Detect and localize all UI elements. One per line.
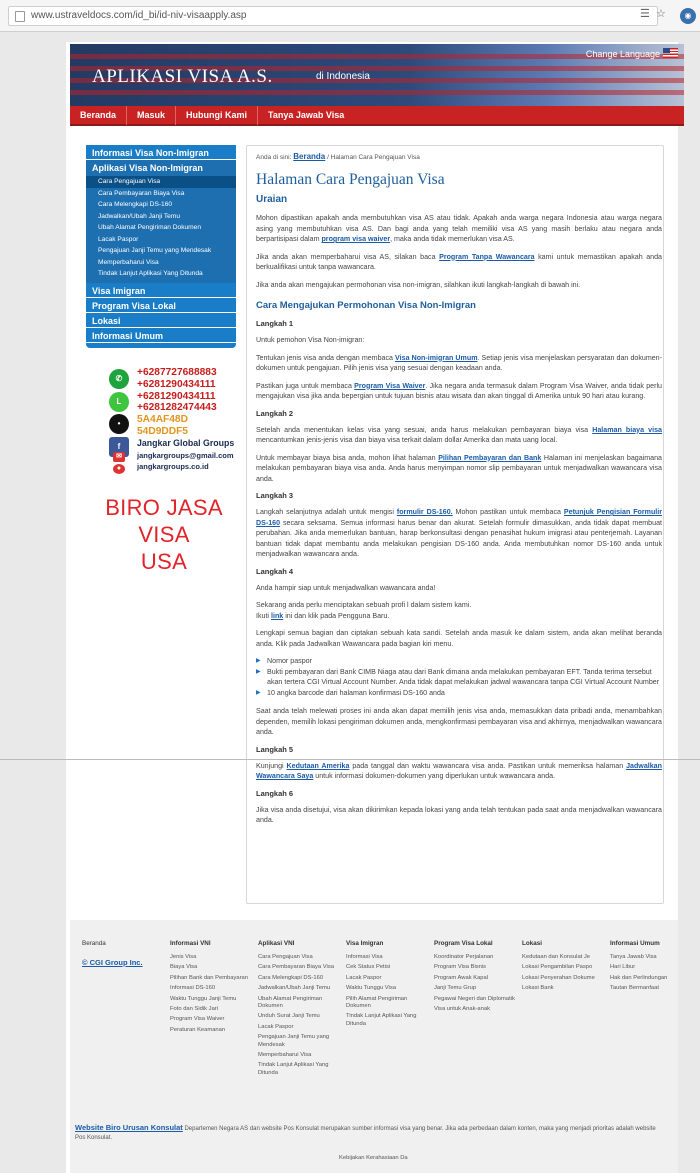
text: Setelah anda menentukan kelas visa yang sesuai, anda harus melakukan pembayaran biaya visa — [256, 425, 589, 434]
footer-column — [522, 940, 608, 996]
paragraph: Lengkapi semua bagian dan ciptakan sebuah kata sandi. Setelah anda masuk ke dalam sistem, anda akan melihat beranda anda. Klik pada Jadwalkan Wawancara pada bagian kiri menu. — [256, 629, 662, 648]
line-icon: L — [109, 392, 129, 412]
text: Ikuti — [256, 611, 270, 620]
footer-note — [75, 1123, 665, 1143]
footer-link[interactable]: Lacak Paspor — [346, 974, 382, 981]
sidebar-sub-item[interactable]: Pengajuan Janji Temu yang Mendesak — [98, 247, 212, 254]
paragraph — [256, 252, 662, 273]
text: ini dan klik pada Pengguna Baru. — [285, 611, 390, 620]
extension-icon[interactable]: ◉ — [680, 8, 696, 24]
paragraph: Anda hampir siap untuk menjadwalkan wawancara anda! — [256, 583, 436, 592]
translate-icon[interactable]: ☰ — [640, 8, 650, 20]
phone-number: +6287727688883 — [137, 367, 217, 378]
crumb-current: / Halaman Cara Pengajuan Visa — [327, 154, 420, 161]
footer-column — [346, 940, 432, 1031]
text: kami untuk memastikan apakah anda berkualifikasi untuk tanpa wawancara. — [256, 252, 662, 271]
browser-chrome — [0, 0, 700, 32]
footer-link[interactable]: Cara Melengkapi DS-160 — [258, 974, 324, 981]
step-heading: Langkah 5 — [256, 744, 294, 754]
text: mencantumkan jenis-jenis visa dan biaya visa terkait dalam dollar Amerika dan mata uang local. — [256, 436, 558, 444]
crumb-prefix: Anda di sini: — [256, 154, 292, 161]
text: untuk informasi dokumen-dokumen yang diperlukan untuk wawancara anda. — [315, 772, 556, 780]
step-heading: Langkah 2 — [256, 408, 294, 418]
crumb-home-link[interactable]: Beranda — [293, 152, 326, 161]
text: Kunjungi — [256, 761, 284, 770]
consular-link[interactable]: Website Biro Urusan Konsulat — [75, 1123, 183, 1132]
paragraph — [256, 353, 662, 374]
footer-link[interactable]: Lokasi Penyerahan Dokume — [522, 974, 595, 981]
sidebar-item-informasi[interactable]: Informasi Visa Non-Imigran — [86, 145, 236, 160]
site-title: APLIKASI VISA A.S. — [92, 66, 273, 87]
footer-link[interactable]: Memperbaharui Visa — [258, 1052, 312, 1059]
footer-link[interactable]: Waktu Tunggu Janji Temu — [170, 995, 237, 1002]
globe-icon: ● — [113, 464, 125, 474]
text: . Setiap jenis visa menjelaskan persyaratan dan dokumen-dokumen untuk pengajuan. Pilih jenis visa yang sesuai dengan keadaan anda. — [256, 353, 662, 372]
link-ds160[interactable]: formulir DS-160. — [396, 508, 453, 516]
footer-link[interactable]: Informasi DS-160 — [170, 985, 216, 992]
sidebar — [86, 145, 236, 348]
facebook-icon: f — [109, 437, 129, 457]
link-visa-umum[interactable]: Visa Non-imigran Umum — [395, 353, 478, 362]
footer-link[interactable]: Ubah Alamat Pengiriman Dokumen — [258, 995, 323, 1010]
ad-line: BIRO JASA — [105, 495, 223, 520]
mail-icon: ✉ — [113, 452, 125, 462]
link-new-user[interactable]: link — [271, 611, 284, 620]
blackberry-icon: • — [109, 414, 129, 434]
address-bar[interactable] — [8, 6, 658, 26]
footer-column — [434, 940, 520, 1016]
screenshot-seam — [0, 759, 700, 760]
footer-link[interactable]: Program Awak Kapal — [434, 974, 489, 981]
ad-contacts — [104, 367, 234, 473]
paragraph — [256, 381, 662, 402]
link-program-visa-waiver[interactable]: Program Visa Waiver — [354, 381, 426, 390]
text: Mohon dipastikan apakah anda membutuhkan visa AS atau tidak. Apakah anda warga negara Indonesia atau warga negara asing yang membutuhkan visa AS. Dan bagi anda yang telah memiliki visa AS yang masih berlaku atau negara anda berpartisipasi dalam — [256, 214, 662, 243]
sidebar-item-informasi-umum[interactable]: Informasi Umum — [86, 328, 236, 343]
paragraph — [256, 761, 662, 782]
sidebar-item-visa-imigran[interactable]: Visa Imigran — [86, 283, 236, 298]
paragraph: Untuk pemohon Visa Non-imigran: — [256, 336, 365, 344]
step-heading: Langkah 3 — [256, 491, 294, 500]
section-uraian: Uraian — [256, 194, 288, 205]
main-content — [256, 152, 662, 833]
footer-column-title: Visa Imigran — [346, 940, 384, 947]
list-item: ▶ Nomor paspor — [256, 656, 662, 667]
breadcrumb — [256, 152, 662, 161]
sidebar-sub-item[interactable]: Ubah Alamat Pengiriman Dokumen — [98, 224, 201, 231]
ad-company: Jangkar Global Groups — [137, 437, 235, 448]
paragraph — [256, 453, 662, 485]
footer-link[interactable]: Pilih Alamat Pengiriman Dokumen — [346, 995, 408, 1010]
sidebar-item-aplikasi[interactable]: Aplikasi Visa Non-Imigran — [86, 160, 236, 175]
text: Pastikan juga untuk membaca — [256, 381, 352, 390]
footer-column-title: Lokasi — [522, 940, 542, 947]
footer-link[interactable]: Informasi Visa — [346, 954, 383, 960]
site-subtitle: di Indonesia — [316, 71, 370, 82]
footer-link[interactable]: Tindak Lanjut Aplikasi Yang Ditunda — [258, 1062, 329, 1076]
text: pada tanggal dan waktu wawancara visa anda. Pastikan untuk memeriksa halaman — [352, 761, 624, 770]
paragraph: Jika visa anda disetujui, visa akan dikirimkan kepada lokasi yang anda telah tentukan pada saat anda menjadwalkan wawancara anda. — [256, 805, 662, 824]
footer-column-title: Aplikasi VNI — [258, 940, 295, 947]
link-tanpa-wawancara[interactable]: Program Tanpa Wawancara — [439, 252, 535, 261]
step-heading: Langkah 4 — [256, 566, 294, 576]
section-cara: Cara Mengajukan Permohonan Visa Non-Imigran — [256, 300, 476, 311]
footer-link[interactable]: Foto dan Sidik Jari — [170, 1006, 219, 1013]
sidebar-item-program-visa-lokal[interactable]: Program Visa Lokal — [86, 298, 236, 313]
footer-link[interactable]: Pengajuan Janji Temu yang Mendesak — [258, 1034, 330, 1048]
pin-code: 54D9DDF5 — [137, 425, 188, 437]
url-text: www.ustraveldocs.com/id_bi/id-niv-visaapply.asp — [31, 10, 247, 21]
footer-link[interactable]: Jadwalkan/Ubah Janji Temu — [258, 985, 331, 992]
step-heading: Langkah 6 — [256, 788, 294, 798]
text: Untuk membayar biaya bisa anda, mohon lihat halaman — [256, 453, 436, 462]
nav-tanya-jawab[interactable]: Tanya Jawab Visa — [268, 110, 345, 120]
footer-link[interactable]: Jenis Visa — [170, 954, 197, 960]
footer-column-title: Program Visa Lokal — [434, 940, 493, 947]
step-heading: Langkah 1 — [256, 319, 294, 328]
site-banner — [70, 44, 684, 106]
sidebar-sub-item[interactable]: Cara Pembayaran Biaya Visa — [98, 189, 185, 197]
ad-line: VISA — [138, 522, 190, 547]
footer-link[interactable]: Hak dan Perlindungan — [610, 974, 668, 981]
footer-column — [258, 940, 344, 1080]
text: Jika anda akan memperbaharui visa AS, silakan baca — [256, 252, 436, 261]
sidebar-sub-item[interactable]: Memperbaharui Visa — [98, 258, 159, 266]
text: secara seksama. Semua informasi harus benar dan akurat. Setelah formulir dimasukkan, anda tidak dapat membuat perubahan. Jika anda memerlukan bantuan, harap berkonsultasi dengan penasihat hukum imigrasi atau penterjemah. Layanan bantuan tidak dapat membantu anda melakukan pengisian DS-160 anda. Anda membutuhkan nomor DS-160 anda untuk menjadwalkan wawancara anda. — [256, 518, 662, 558]
list-item: ▶ 10 angka barcode dari halaman konfirmasi DS-160 anda — [256, 688, 662, 699]
us-flag-icon[interactable] — [663, 48, 678, 58]
footer-link[interactable]: Program Visa Bisnis — [434, 964, 487, 971]
paragraph — [256, 507, 662, 560]
phone-number: +6281290434111 — [137, 378, 216, 390]
text: Sekarang anda perlu menciptakan sebuah profi l dalam sistem kami. — [256, 601, 472, 609]
link-biaya-visa[interactable]: Halaman biaya visa — [592, 425, 662, 434]
privacy-link[interactable]: Kebijakan Kerahasiaan Da — [339, 1155, 408, 1161]
nav-beranda[interactable]: Beranda — [70, 106, 127, 125]
footer-link[interactable]: Unduh Surat Janji Temu — [258, 1013, 320, 1020]
footer-column-title: Informasi Umum — [610, 940, 660, 947]
pin-code: 5A4AF48D — [137, 414, 188, 426]
sidebar-sub-item[interactable]: Lacak Paspor — [98, 235, 139, 243]
sidebar-submenu — [86, 175, 236, 283]
link-visa-waiver[interactable]: program visa waiver — [321, 235, 391, 243]
paragraph — [256, 425, 662, 446]
footer-column — [610, 940, 696, 996]
text: Tentukan jenis visa anda dengan membaca — [256, 353, 393, 362]
footer-link[interactable]: Waktu Tunggu Visa — [346, 985, 396, 992]
ad-email: jangkargroups@gmail.com — [137, 450, 234, 460]
footer-link[interactable]: Cek Status Petisi — [346, 964, 391, 971]
ad-line: USA — [140, 549, 188, 574]
ad-website: jangkargroups.co.id — [137, 462, 209, 472]
text: Halaman ini menjelaskan bagaimana melakukan pembayaran biaya visa anda. Anda harus menyimpan nomor slip pembayaran untuk menjadwalkan wawancara visa anda. — [256, 453, 662, 483]
footer-link[interactable]: Program Visa Waiver — [170, 1016, 225, 1023]
link-petunjuk-ds160[interactable]: Petunjuk Pengisian Formulir DS-160 — [256, 508, 662, 527]
phone-number: +6281282474443 — [137, 402, 217, 414]
nav-hubungi-kami[interactable]: Hubungi Kami — [176, 106, 258, 125]
footer-link[interactable]: Visa untuk Anak-anak — [434, 1006, 490, 1013]
footer-link[interactable]: Koordinator Perjalanan — [434, 954, 494, 960]
sidebar-sub-item[interactable]: Jadwalkan/Ubah Janji Temu — [98, 212, 180, 220]
paragraph: Jika anda akan mengajukan permohonan visa non-imigran, silahkan ikuti langkah-langkah di bawah ini. — [256, 280, 581, 289]
footer-link[interactable]: Lokasi Pengambilan Paspo — [522, 964, 593, 971]
link-jadwalkan[interactable]: Jadwalkan Wawancara Saya — [256, 761, 662, 780]
footer-link[interactable]: Tindak Lanjut Aplikasi Yang Ditunda — [346, 1013, 417, 1027]
footer-link[interactable]: Biaya Visa — [170, 964, 198, 971]
sidebar-bottom — [86, 343, 236, 348]
footer-link[interactable]: Lacak Paspor — [258, 1023, 294, 1030]
footer-home-link[interactable]: Beranda — [82, 940, 106, 947]
footer-column-title: Informasi VNI — [170, 940, 211, 947]
phone-number: +6281290434111 — [137, 390, 216, 402]
requirements-list — [256, 656, 662, 698]
sidebar-item-lokasi[interactable]: Lokasi — [86, 313, 236, 328]
footer-link[interactable]: Tanya Jawab Visa — [610, 954, 657, 960]
footer-link[interactable]: Cara Pembayaran Biaya Visa — [258, 964, 334, 971]
note-text: Departemen Negara AS dan website Pos Konsulat merupakan sumber informasi visa yang benar. Jika ada perbedaan dalam konten, maka yang menjadi prioritas adalah website Pos Konsulat. — [75, 1126, 656, 1141]
page-icon — [15, 11, 25, 22]
text: Langkah selanjutnya adalah untuk mengisi — [256, 508, 394, 516]
footer-link[interactable]: Tautan Bermanfaat — [610, 985, 659, 992]
footer-link[interactable]: Pegawai Negeri dan Diplomatik — [434, 995, 515, 1002]
footer-link[interactable]: Pilihan Bank dan Pembayaran — [170, 974, 248, 981]
whatsapp-icon: ✆ — [109, 369, 129, 389]
footer-column — [170, 940, 256, 1037]
paragraph — [256, 600, 662, 621]
footer-link[interactable]: Peraturan Keamanan — [170, 1026, 226, 1033]
nav-masuk[interactable]: Masuk — [127, 106, 176, 125]
footer-link[interactable]: Cara Pengajuan Visa — [258, 954, 313, 960]
footer-link[interactable]: Kedutaan dan Konsulat Je — [522, 954, 591, 960]
link-pembayaran-bank[interactable]: Pilihan Pembayaran dan Bank — [438, 453, 542, 462]
list-item: ▶ Bukti pembayaran dari Bank CIMB Niaga atau dari Bank dimana anda melakukan pembayaran EFT. Tanda terima tersebut akan tertera CGI Virtual Account Number. Anda tidak dapat melakukan jadwal wawancara tanpa CGI Virtual Account Number — [256, 667, 662, 688]
link-kedutaan[interactable]: Kedutaan Amerika — [286, 761, 350, 770]
text: . Jika negara anda termasuk dalam Program Visa Waiver, anda tidak perlu mengajukan visa jika anda bepergian untuk tujuan bisnis atau wisata dan akan tinggal di Amerika untuk 90 hari atau kurang. — [256, 381, 662, 400]
biro-jasa-ad — [94, 494, 234, 575]
sidebar-sub-item[interactable]: Cara Melengkapi DS-160 — [98, 201, 173, 208]
paragraph: Saat anda telah melewati proses ini anda akan dapat memilih jenis visa anda, memasukkan data pribadi anda, menambahkan dependen, memilih lokasi pengiriman dokumen anda, mengkonfirmasi pembayaran visa and akhirnya, menjadwalkan wawancara anda. — [256, 707, 662, 736]
sidebar-sub-cara-pengajuan[interactable]: Cara Pengajuan Visa — [86, 176, 236, 188]
footer-link[interactable]: Janji Temu Grup — [434, 985, 477, 992]
change-language-link[interactable]: Change Language — [585, 49, 660, 59]
text: , maka anda tidak memerlukan visa AS. — [390, 235, 515, 243]
bookmark-star-icon[interactable]: ☆ — [656, 8, 666, 20]
page-title: Halaman Cara Pengajuan Visa — [256, 171, 445, 188]
footer-copyright[interactable]: © CGI Group Inc. — [82, 958, 143, 967]
sidebar-sub-item[interactable]: Tindak Lanjut Aplikasi Yang Ditunda — [98, 270, 203, 277]
paragraph — [256, 213, 662, 245]
main-nav — [70, 106, 684, 126]
footer-link[interactable]: Lokasi Bank — [522, 985, 554, 992]
text: Mohon pastikan untuk membaca — [455, 508, 561, 516]
footer-link[interactable]: Hari Libur — [610, 964, 636, 971]
